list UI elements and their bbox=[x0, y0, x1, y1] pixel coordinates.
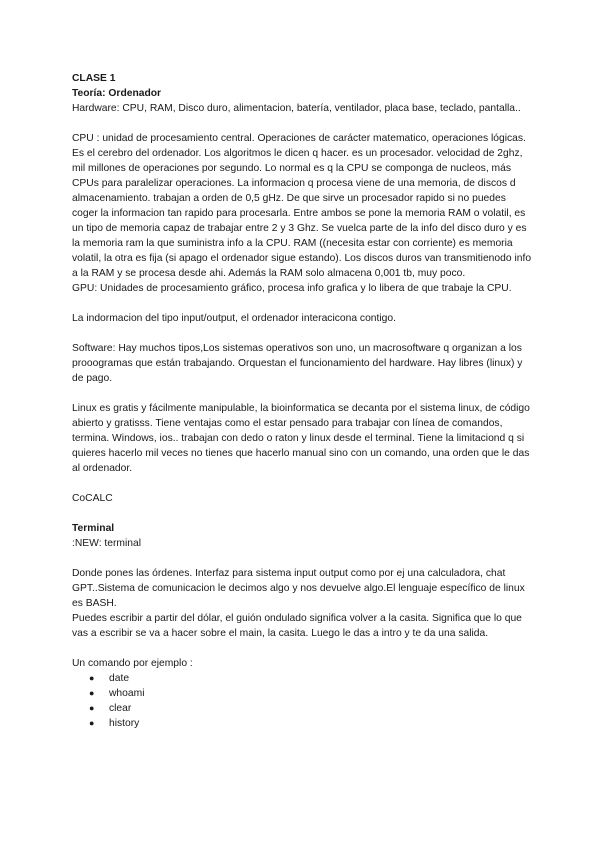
paragraph-gpu: GPU: Unidades de procesamiento gráfico, procesa info grafica y lo libera de que trabaje la CPU. bbox=[72, 283, 512, 294]
bullet-icon: ● bbox=[89, 718, 95, 728]
list-item bbox=[72, 716, 534, 731]
paragraph-input-output: La indormacion del tipo input/output, el ordenador interacicona contigo. bbox=[72, 313, 396, 324]
bullet-icon: ● bbox=[89, 688, 95, 698]
paragraph-software: Software: Hay muchos tipos,Los sistemas operativos son uno, un macrosoftware q organizan a los prooogramas que están trabajando. Orquestan el funcionamiento del hardware. Hay libres (linux) y de pago. bbox=[72, 343, 523, 384]
list-item bbox=[72, 686, 534, 701]
spacer bbox=[72, 641, 534, 656]
list-item bbox=[72, 671, 534, 686]
spacer bbox=[72, 296, 534, 311]
list-item bbox=[72, 701, 534, 716]
paragraph-dolar: Puedes escribir a partir del dólar, el guión ondulado significa volver a la casita. Significa que lo que vas a escribir se va a hacer sobre el main, la casita. Luego le das a intro y te da una salida. bbox=[72, 613, 522, 639]
paragraph-ejemplo: Un comando por ejemplo : bbox=[72, 658, 193, 669]
spacer bbox=[72, 116, 534, 131]
spacer bbox=[72, 551, 534, 566]
bullet-icon: ● bbox=[89, 673, 95, 683]
paragraph-ordenes: Donde pones las órdenes. Interfaz para sistema input output como por ej una calculadora, chat GPT..Sistema de comunicacion le decimos algo y nos devuelve algo.El lenguaje específico de linux es BASH. bbox=[72, 568, 525, 609]
page-title: CLASE 1 bbox=[72, 73, 116, 84]
list-item-text: clear bbox=[109, 703, 132, 714]
paragraph-hardware: Hardware: CPU, RAM, Disco duro, alimentacion, batería, ventilador, placa base, teclado, pantalla.. bbox=[72, 103, 521, 114]
section-heading-terminal: Terminal bbox=[72, 523, 115, 534]
list-item-text: date bbox=[109, 673, 130, 684]
paragraph-linux: Linux es gratis y fácilmente manipulable, la bioinformatica se decanta por el sistema linux, de código abierto y gratisss. Tiene ventajas como el estar pensado para trabajar con línea de comandos, termina. Windows, ios.. trabajan con dedo o raton y linux desde el terminal. Tiene la limitaciond q si quieres hacerlo mil veces no tienes que hacerlo manual sino con un comando, una orden que le das al ordenador. bbox=[72, 403, 530, 474]
spacer bbox=[72, 476, 534, 491]
spacer bbox=[72, 386, 534, 401]
command-list bbox=[72, 671, 534, 731]
bullet-icon: ● bbox=[89, 703, 95, 713]
list-item-text: whoami bbox=[109, 688, 145, 699]
paragraph-cocalc: CoCALC bbox=[72, 493, 113, 504]
paragraph-cpu: CPU : unidad de procesamiento central. Operaciones de carácter matematico, operaciones lógicas. Es el cerebro del ordenador. Los algoritmos le dicen q hacer. es un procesador. velocidad de 2ghz, mil millones de operaciones por segundo. Lo normal es q la CPU se componga de nucleos, más CPUs para paralelizar operaciones. La informacion q procesa viene de una memoria, de discos d almacenamiento. trabajan a orden de 0,5 gHz. De que sirve un procesador rapido si no puedes coger la informacion tan rapido para procesarla. Entre ambos se pone la memoria RAM o volatil, es un tipo de memoria capaz de trabajar entre 2 y 3 Ghz. Se vuelca parte de la info del disco duro y es la memoria ram la que suministra info a la CPU. RAM ((necesita estar con corriente) es memoria volatil, la otra es fija (si apago el ordenador sigue estando). Los discos duros van transmitienodo info a la RAM y se procesa desde ahi. Además la RAM solo almacena 0,001 tb, muy poco. bbox=[72, 133, 532, 279]
spacer bbox=[72, 506, 534, 521]
list-item-text: history bbox=[109, 718, 140, 729]
document-page bbox=[72, 71, 534, 731]
spacer bbox=[72, 326, 534, 341]
section-heading-teoria: Teoría: Ordenador bbox=[72, 88, 162, 99]
paragraph-terminal-new: :NEW: terminal bbox=[72, 538, 142, 549]
